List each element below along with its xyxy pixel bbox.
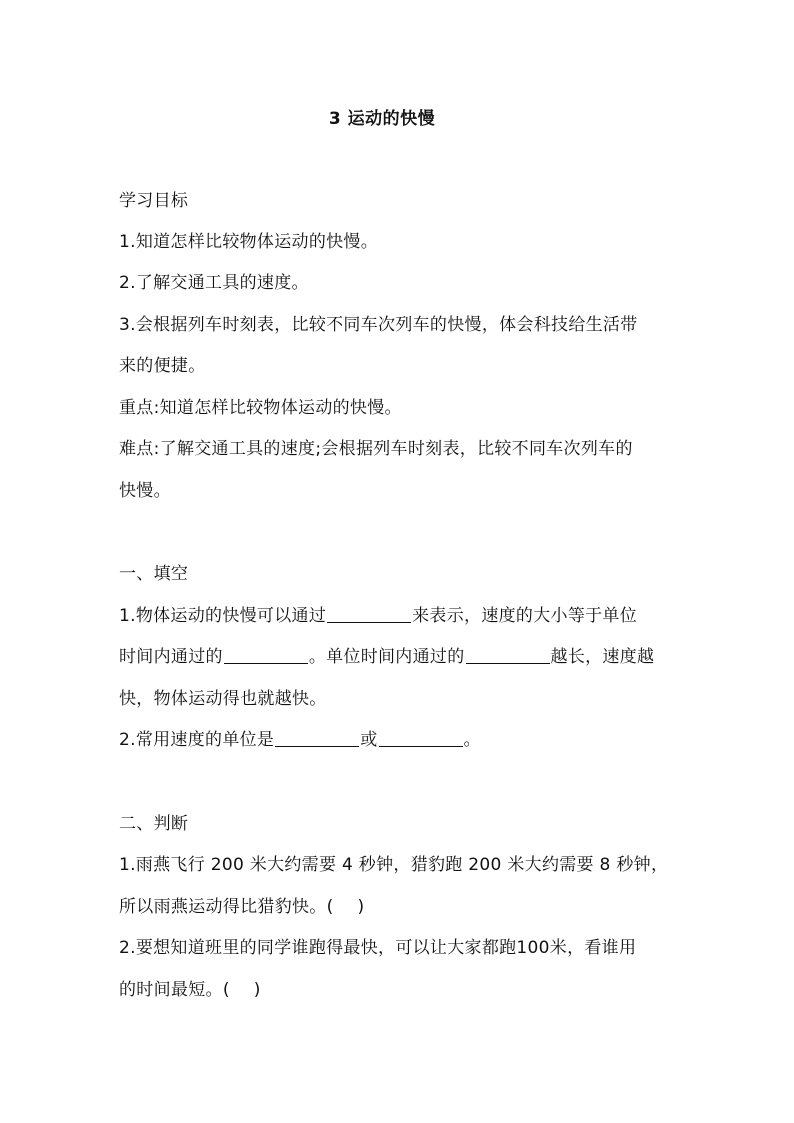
- key-point: 重点:知道怎样比较物体运动的快慢。: [119, 398, 402, 418]
- question-text: 或: [360, 730, 378, 750]
- answer-blank[interactable]: [224, 645, 308, 664]
- difficulty-point: 难点:了解交通工具的速度;会根据列车时刻表，比较不同车次列车的: [119, 439, 633, 459]
- question-text: 来表示，速度的大小等于单位: [412, 606, 638, 626]
- answer-paren-close: ): [253, 980, 261, 1000]
- judgment-heading: 二、判断: [119, 814, 189, 834]
- judgment-question-1-line-1: 1.雨燕飞行 200 米大约需要 4 秒钟，猎豹跑 200 米大约需要 8 秒钟，: [119, 855, 669, 875]
- answer-paren-close: ): [357, 897, 365, 917]
- question-text: 越长，速度越: [550, 647, 655, 667]
- question-text: 2.常用速度的单位是: [119, 730, 275, 750]
- answer-paren-open: (: [326, 897, 334, 917]
- fill-blank-question-2: [119, 728, 679, 752]
- answer-blank[interactable]: [275, 728, 359, 747]
- judgment-question-2-line-2: [119, 978, 679, 1002]
- answer-blank[interactable]: [466, 645, 550, 664]
- objective-item: 2.了解交通工具的速度。: [119, 273, 309, 293]
- answer-blank[interactable]: [327, 604, 411, 623]
- objective-item: 3.会根据列车时刻表，比较不同车次列车的快慢，体会科技给生活带: [119, 315, 638, 335]
- fill-blank-question-1-line-3: 快，物体运动得也就越快。: [119, 689, 327, 709]
- question-text: 时间内通过的: [119, 647, 223, 667]
- objectives-heading: 学习目标: [119, 191, 189, 211]
- objective-item: 1.知道怎样比较物体运动的快慢。: [119, 232, 379, 252]
- fill-blank-question-1-line-1: [119, 604, 679, 628]
- question-text: 的时间最短。: [119, 980, 223, 1000]
- question-text: 1.物体运动的快慢可以通过: [119, 606, 327, 626]
- answer-paren-open: (: [222, 980, 230, 1000]
- answer-blank[interactable]: [379, 728, 463, 747]
- question-text: 所以雨燕运动得比猎豹快。: [119, 897, 327, 917]
- question-text: 。: [463, 730, 481, 750]
- fill-blank-question-1-line-2: [119, 645, 679, 669]
- judgment-question-2-line-1: 2.要想知道班里的同学谁跑得最快，可以让大家都跑100米，看谁用: [119, 938, 637, 958]
- judgment-question-1-line-2: [119, 895, 679, 919]
- question-text: 。单位时间内通过的: [308, 647, 465, 667]
- fill-blank-heading: 一、填空: [119, 564, 189, 584]
- difficulty-point-continued: 快慢。: [119, 481, 171, 501]
- objective-item-continued: 来的便捷。: [119, 356, 206, 376]
- page-title: 3 运动的快慢: [328, 109, 436, 129]
